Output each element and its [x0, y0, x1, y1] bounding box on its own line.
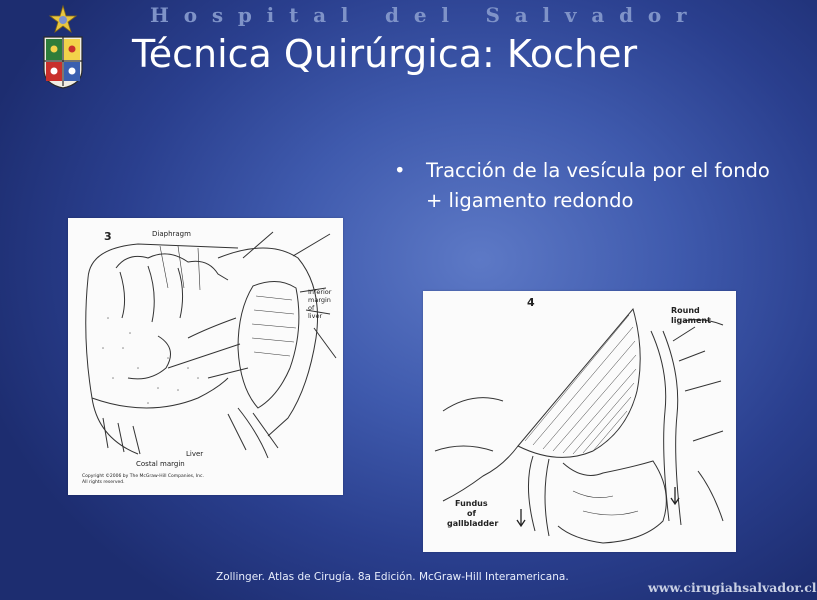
- copyright-line-1: Copyright ©2006 by The McGraw-Hill Companies, Inc.: [82, 474, 204, 479]
- label-round-ligament-2: ligament: [671, 316, 711, 325]
- slide-title: Técnica Quirúrgica: Kocher: [132, 32, 638, 76]
- label-inferior-margin-1: Inferior: [308, 288, 332, 296]
- label-round-ligament-1: Round: [671, 306, 700, 315]
- illustration-3-drawing: [86, 232, 336, 458]
- arrow-down-icon: [517, 509, 525, 526]
- figure-4-number: 4: [527, 296, 535, 309]
- bullet-icon: •: [394, 159, 406, 182]
- label-inferior-margin-3: of: [308, 304, 315, 312]
- bullet-list-item: [394, 156, 784, 216]
- copyright-line-2: All rights reserved.: [82, 480, 125, 485]
- label-inferior-margin-2: margin: [308, 296, 331, 304]
- illustration-3-stipple: [102, 317, 199, 404]
- bullet-text: Tracción de la vesícula por el fondo + ligamento redondo: [426, 159, 770, 212]
- institution-header: Hospital del Salvador: [150, 3, 702, 27]
- star-emblem: [50, 6, 76, 32]
- label-fundus-2: of: [467, 509, 476, 518]
- label-liver: Liver: [186, 450, 204, 458]
- label-diaphragm: Diaphragm: [152, 230, 191, 238]
- citation-footer: Zollinger. Atlas de Cirugía. 8a Edición. McGraw-Hill Interamericana.: [216, 571, 569, 583]
- surgical-illustration-4: [423, 291, 736, 552]
- figure-3-number: 3: [104, 230, 112, 243]
- website-link[interactable]: www.cirugiahsalvador.cl: [648, 580, 817, 595]
- label-costal-margin: Costal margin: [136, 460, 185, 468]
- label-fundus-1: Fundus: [455, 499, 488, 508]
- label-fundus-3: gallbladder: [447, 519, 499, 528]
- label-inferior-margin-4: liver: [308, 312, 323, 320]
- shield-icon: [44, 37, 82, 88]
- surgical-illustration-3: [68, 218, 343, 495]
- hospital-crest-logo: [38, 4, 88, 90]
